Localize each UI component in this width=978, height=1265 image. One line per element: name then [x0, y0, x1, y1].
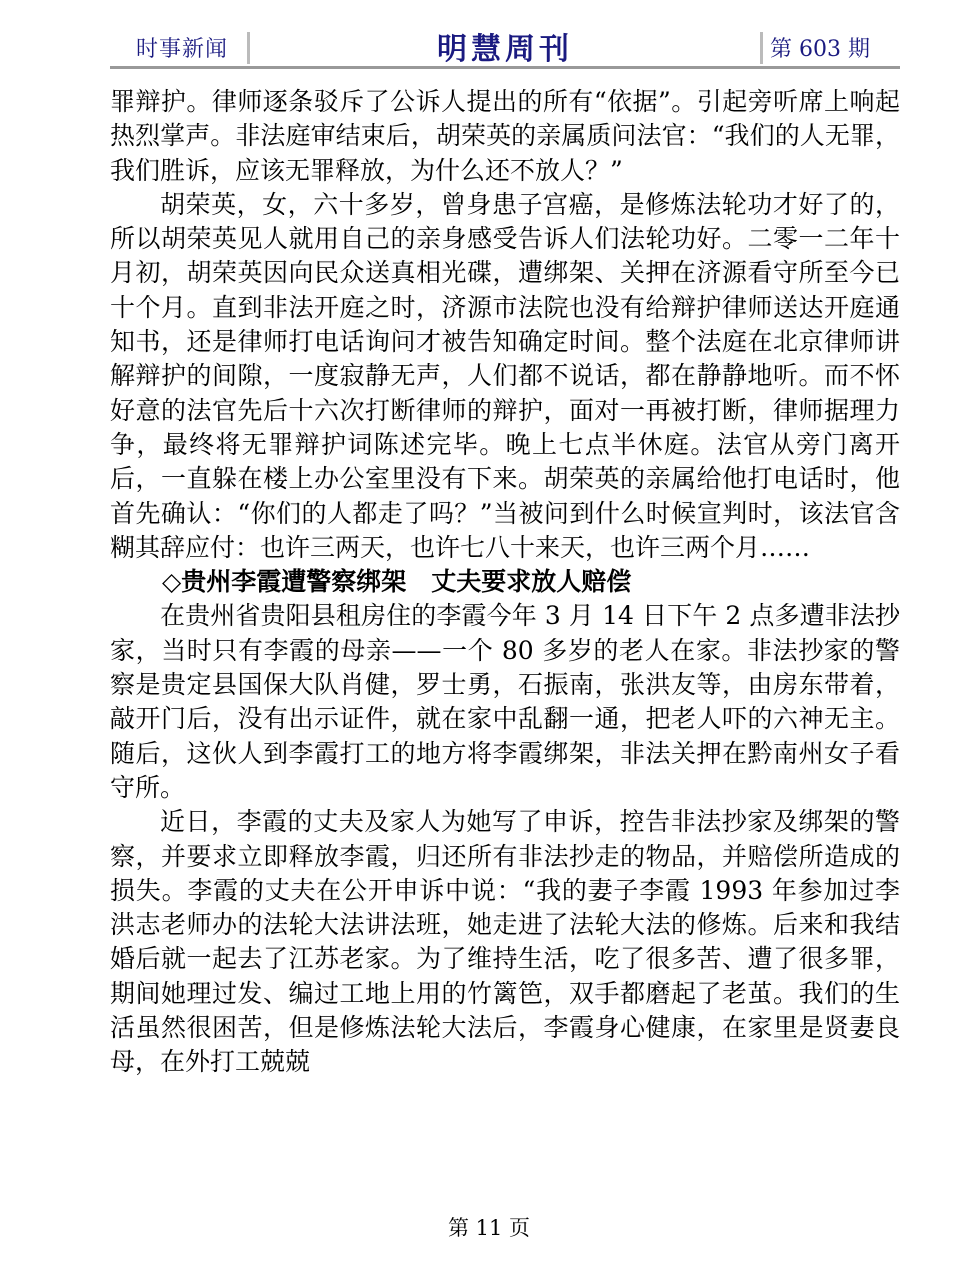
article-body: [110, 85, 900, 1080]
issue-number: 第 603 期: [770, 37, 870, 62]
paragraph-li-xia-appeal: 近日，李霞的丈夫及家人为她写了申诉，控告非法抄家及绑架的警察，并要求立即释放李霞，归还所有非法抄走的物品，并赔偿所造成的损失。李霞的丈夫在公开申诉中说：“我的妻子李霞 1993 年参加过李洪志老师办的法轮大法讲法班，她走进了法轮大法的修炼。后来和我结婚后就一起去了江苏老家。为了维持生活，吃了很多苦、遭了很多罪，期间她理过发、编过工地上用的竹篱笆，双手都磨起了老茧。我们的生活虽然很困苦，但是修炼法轮大法后，李霞身心健康，在家里是贤妻良母，在外打工兢兢: [110, 807, 900, 1077]
page-number: 第 11 页: [447, 1216, 531, 1240]
header-rule: [110, 66, 900, 69]
header-divider-right: [760, 32, 763, 64]
paragraph-li-xia-abduction: 在贵州省贵阳县租房住的李霞今年 3 月 14 日下午 2 点多遭非法抄家，当时只有李霞的母亲——一个 80 多岁的老人在家。非法抄家的警察是贵定县国保大队肖健，罗士勇，石振南，张洪友等，由房东带着，敲开门后，没有出示证件，就在家中乱翻一通，把老人吓的六神无主。随后，这伙人到李霞打工的地方将李霞绑架，非法关押在黔南州女子看守所。: [110, 601, 900, 802]
page-header: [110, 22, 900, 66]
paragraph-continuation: 罪辩护。律师逐条驳斥了公诉人提出的所有“依据”。引起旁听席上响起热烈掌声。非法庭审结束后，胡荣英的亲属质问法官：“我们的人无罪，我们胜诉，应该无罪释放，为什么还不放人？”: [110, 87, 900, 185]
article-heading: ◇贵州李霞遭警察绑架 丈夫要求放人赔偿: [162, 567, 632, 597]
paragraph-hu-rongying: 胡荣英，女，六十多岁，曾身患子宫癌，是修炼法轮功才好了的，所以胡荣英见人就用自己的亲身感受告诉人们法轮功好。二零一二年十月初，胡荣英因向民众送真相光碟，遭绑架、关押在济源看守所至今已十个月。直到非法开庭之时，济源市法院也没有给辩护律师送达开庭通知书，还是律师打电话询问才被告知确定时间。整个法庭在北京律师讲解辩护的间隙，一度寂静无声，人们都不说话，都在静静地听。而不怀好意的法官先后十六次打断律师的辩护，面对一再被打断，律师据理力争，最终将无罪辩护词陈述完毕。晚上七点半休庭。法官从旁门离开后，一直躲在楼上办公室里没有下来。胡荣英的亲属给他打电话时，他首先确认：“你们的人都走了吗？”当被问到什么时候宣判时，该法官含糊其辞应付：也许三两天，也许七八十来天，也许三两个月……: [110, 189, 900, 562]
publication-title: 明慧周刊: [437, 32, 573, 67]
section-label: 时事新闻: [136, 37, 229, 62]
